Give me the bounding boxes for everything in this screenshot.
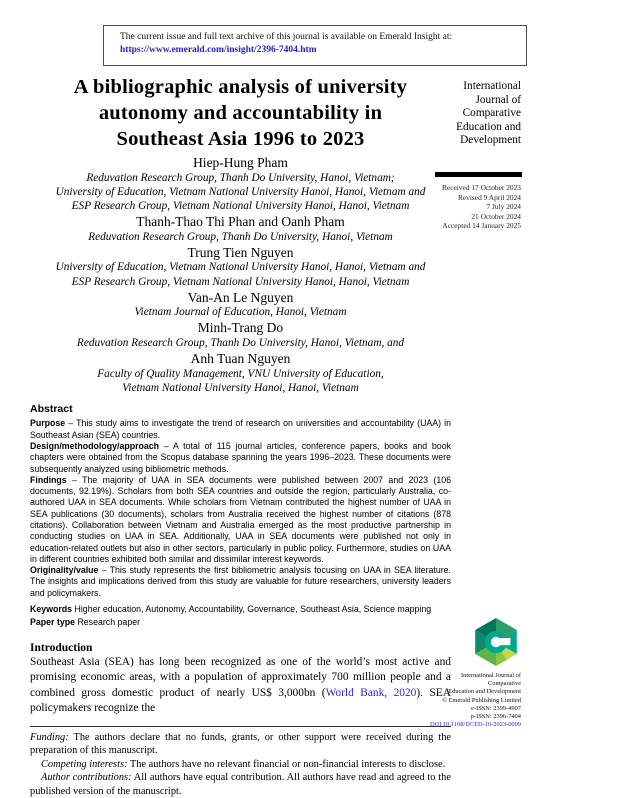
introduction-paragraph bbox=[30, 655, 451, 717]
banner-text: The current issue and full text archive of this journal is available on Emerald Insight at: bbox=[120, 32, 453, 42]
journal-name-sidebar bbox=[440, 80, 521, 148]
received-date: Received 17 October 2023 bbox=[441, 183, 521, 192]
paper-type-label: Paper type bbox=[30, 617, 75, 628]
footnote-divider bbox=[30, 726, 451, 727]
abstract-heading: Abstract bbox=[30, 403, 73, 416]
author-affiliation: Reduvation Research Group, Thanh Do University, Hanoi, Vietnam, and bbox=[76, 336, 405, 349]
imprint-pissn: p-ISSN: 2396-7404 bbox=[470, 713, 521, 721]
author-name: Hiep-Hung Pham bbox=[193, 155, 288, 170]
journal-imprint bbox=[430, 672, 521, 729]
journal-name-line: Comparative bbox=[462, 107, 521, 120]
author-affiliation: Faculty of Quality Management, VNU University of Education, bbox=[97, 367, 384, 380]
author-contributions-note bbox=[30, 771, 451, 798]
article-history-dates bbox=[425, 183, 521, 231]
author-name: Thanh-Thao Thi Phan and Oanh Pham bbox=[136, 214, 345, 230]
revised-date: 21 October 2024 bbox=[471, 211, 521, 221]
abstract-label: Findings bbox=[30, 474, 67, 485]
imprint-journal-line: International Journal of Comparative bbox=[461, 672, 521, 688]
abstract-design bbox=[30, 441, 451, 475]
funding-note bbox=[30, 731, 451, 758]
author-name: Anh Tuan Nguyen bbox=[190, 351, 291, 367]
author-affiliation: Vietnam Journal of Education, Hanoi, Vietnam bbox=[134, 306, 347, 319]
title-line: Southeast Asia 1996 to 2023 bbox=[116, 128, 365, 150]
journal-name-line: International bbox=[463, 80, 521, 92]
journal-name-line: Journal of bbox=[475, 93, 521, 106]
abstract-label: Design/methodology/approach bbox=[30, 440, 160, 451]
journal-name-line: Education and bbox=[456, 120, 521, 133]
footnote-text: All authors have equal contribution. All authors have read and agreed to the published version of the manuscript. bbox=[30, 772, 451, 797]
author-name: Minh-Trang Do bbox=[197, 320, 284, 336]
footnote-label: Competing interests: bbox=[41, 758, 128, 770]
abstract-text: – The majority of UAA in SEA documents were published between 2007 and 2023 (106 documents, 92.19%). Scholars from both SEA countries and outside the region, particularly Australia, co-authored UAA in SEA documents. While scholars from Vietnam contributed the highest number of UAA in SEA publications (30 documents), scholars from Australia received the highest number of citations (878 citations). Collaboration between Vietnam and Australia emerged as the most productive partnership in conducting studies on UAA in SEA. Additionally, UAA in SEA documents were published not only in education-related outlets but also in other sectors, particularly in public policy. Furthermore, studies on UAA in different countries exhibited both similar and dissimilar interest keywords. bbox=[30, 474, 451, 564]
abstract-text: – This study represents the first bibliometric analysis focusing on UAA in SEA literature. The insights and implications derived from this study are valuable for future researchers, university leaders and policymakers. bbox=[30, 565, 451, 598]
abstract-label: Originality/value bbox=[30, 565, 99, 576]
footnote-text: The authors have no relevant financial or non-financial interests to disclose. bbox=[127, 758, 446, 770]
imprint-journal-line: Education and Development bbox=[448, 688, 521, 696]
abstract-findings bbox=[30, 475, 451, 565]
imprint-publisher: © Emerald Publishing Limited bbox=[442, 696, 521, 704]
abstract-originality bbox=[30, 565, 451, 599]
keywords-line bbox=[30, 604, 451, 615]
abstract-purpose bbox=[30, 418, 451, 441]
title-line: A bibliographic analysis of university bbox=[73, 76, 408, 98]
article-main-column bbox=[30, 74, 451, 798]
author-affiliation: ESP Research Group, Vietnam National University Hanoi, Hanoi, Vietnam bbox=[71, 275, 410, 288]
abstract-section bbox=[30, 404, 451, 629]
emerald-insight-banner bbox=[103, 25, 527, 66]
paper-type-line bbox=[30, 617, 451, 628]
journal-archive-link[interactable]: https://www.emerald.com/insight/2396-7404.htm bbox=[120, 44, 317, 55]
introduction-text: Southeast Asia (SEA) has long been recognized as one of the world’s most active and promising economic areas, with a population of approximately 700 million people and a combined gross domestic product of nearly US$ 3,000bn ( bbox=[30, 655, 451, 699]
abstract-text: – A total of 115 journal articles, conference papers, books and book chapters were obtained from the Scopus database spanning the years 1996–2023. These documents were subsequently analyzed using bibliometric methods. bbox=[30, 440, 451, 474]
emerald-publishing-logo bbox=[472, 616, 520, 668]
author-affiliation: University of Education, Vietnam National University Hanoi, Hanoi, Vietnam and bbox=[55, 185, 426, 198]
author-affiliation: Reduvation Research Group, Thanh Do University, Hanoi, Vietnam; bbox=[86, 171, 395, 184]
authors-block bbox=[30, 155, 451, 395]
revised-date: 7 July 2024 bbox=[486, 202, 521, 212]
author-name: Trung Tien Nguyen bbox=[187, 244, 294, 260]
title-line: autonomy and accountability in bbox=[98, 102, 383, 124]
keywords-label: Keywords bbox=[30, 604, 73, 615]
imprint-eissn: e-ISSN: 2399-4907 bbox=[471, 704, 521, 712]
sidebar-divider-bar bbox=[435, 172, 522, 177]
accepted-date: Accepted 14 January 2025 bbox=[442, 221, 521, 231]
emerald-logo-icon bbox=[472, 616, 520, 668]
introduction-text: ). SEA policymakers recognize the bbox=[30, 686, 451, 715]
revised-date: Revised 9 April 2024 bbox=[457, 192, 521, 202]
author-affiliation: Vietnam National University Hanoi, Hanoi, Vietnam bbox=[122, 381, 359, 394]
abstract-label: Purpose bbox=[30, 418, 66, 429]
doi-link[interactable]: DOI 10.1108/IJCED-10-2023-0099 bbox=[430, 721, 521, 729]
page-title bbox=[30, 74, 451, 152]
introduction-heading: Introduction bbox=[30, 641, 93, 654]
footnote-text: The authors declare that no funds, grants, or other support were received during the preparation of this manuscript. bbox=[30, 732, 451, 757]
author-affiliation: Reduvation Research Group, Thanh Do University, Hanoi, Vietnam bbox=[88, 230, 393, 243]
author-name: Van-An Le Nguyen bbox=[187, 289, 294, 305]
abstract-text: – This study aims to investigate the trend of research on universities and accountability (UAA) in Southeast Asian (SEA) countries. bbox=[30, 418, 452, 440]
author-affiliation: ESP Research Group, Vietnam National University Hanoi, Hanoi, Vietnam bbox=[71, 199, 410, 212]
footnote-label: Author contributions: bbox=[41, 772, 132, 784]
competing-interests-note bbox=[30, 758, 451, 771]
world-bank-citation-link[interactable]: World Bank, 2020 bbox=[325, 686, 417, 699]
paper-type-value: Research paper bbox=[77, 617, 141, 628]
footnotes-block bbox=[30, 731, 451, 798]
journal-name-line: Development bbox=[460, 134, 521, 147]
keywords-value: Higher education, Autonomy, Accountability, Governance, Southeast Asia, Science mapping bbox=[74, 604, 432, 615]
footnote-label: Funding: bbox=[30, 732, 69, 744]
author-affiliation: University of Education, Vietnam National University Hanoi, Hanoi, Vietnam and bbox=[55, 261, 426, 274]
